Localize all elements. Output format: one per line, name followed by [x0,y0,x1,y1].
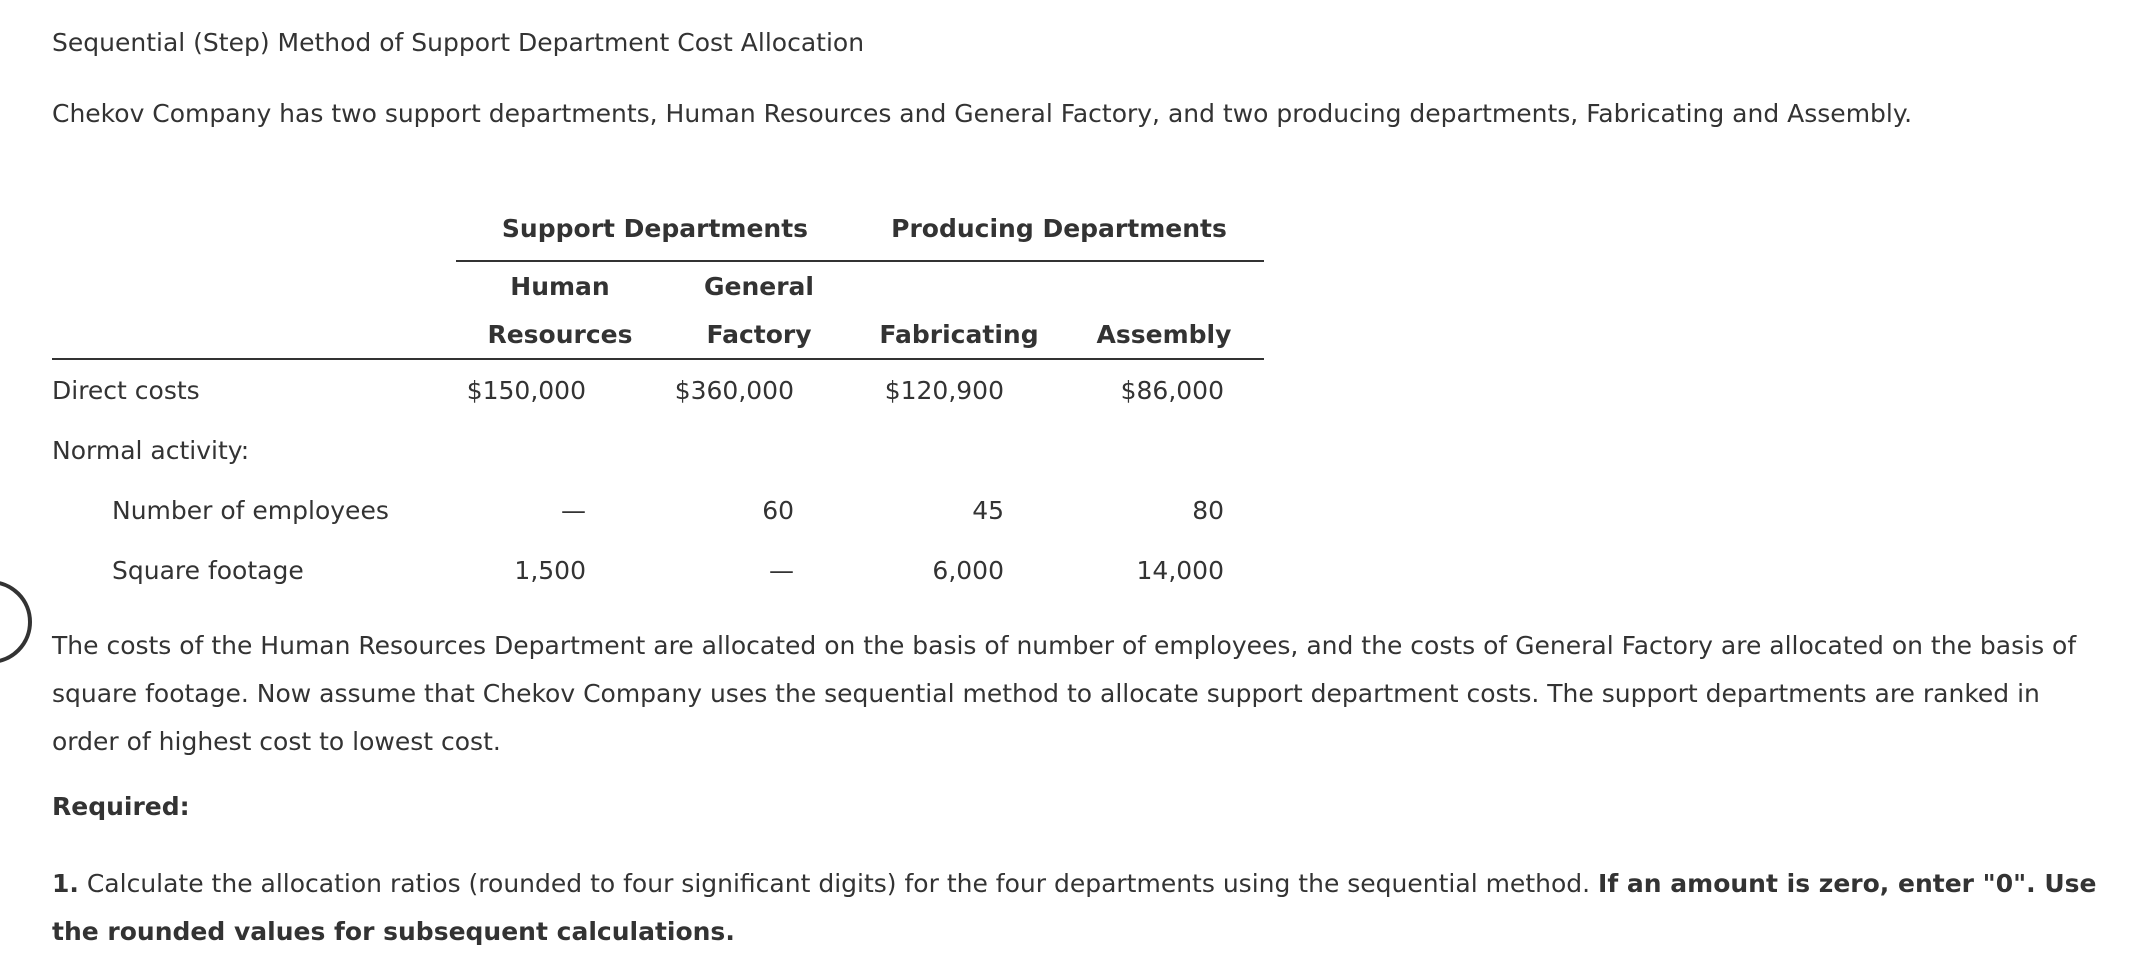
allocation-basis-paragraph: The costs of the Human Resources Department are allocated on the basis of number of employees, and the costs of General Factory are allocated on the basis of square footage. Now assume that Chekov Company uses the sequential method to allocate support department costs. The support departments are ranked in order of highest cost to lowest cost. [52,631,2077,756]
table-row-employees [52,480,1264,540]
column-header-row-1 [52,261,1264,310]
cell-fabricating: 6,000 [932,555,1004,585]
cell-assembly: 80 [1192,495,1224,525]
cell-fabricating: $120,900 [884,375,1004,405]
cell-gf: 60 [762,495,794,525]
cell-gf: $360,000 [674,375,794,405]
gf-header-line1: General [704,271,814,301]
hr-header-line1: Human [510,271,610,301]
row-label: Normal activity: [52,435,250,465]
cell-hr: 1,500 [514,555,586,585]
support-departments-header: Support Departments [456,196,854,261]
page-title: Sequential (Step) Method of Support Department Cost Allocation [52,28,865,57]
requirement-number: 1. [52,869,79,898]
column-header-row-2 [52,310,1264,359]
cell-assembly: $86,000 [1120,375,1224,405]
fabricating-header: Fabricating [854,310,1064,359]
cost-data-table [52,196,1264,600]
requirement-text: Calculate the allocation ratios (rounded to four significant digits) for the four departments using the sequential method. [78,869,1599,898]
table-row-normal-activity [52,420,1264,480]
requirement-1 [52,860,2112,956]
row-label: Number of employees [112,495,389,525]
table-row-direct-costs [52,359,1264,420]
assembly-header: Assembly [1064,310,1264,359]
row-label: Square footage [112,555,304,585]
gf-header-line2: Factory [664,310,854,359]
cell-assembly: 14,000 [1136,555,1224,585]
cell-fabricating: 45 [972,495,1004,525]
required-heading: Required: [52,792,190,821]
cell-hr: $150,000 [466,375,586,405]
cell-gf: — [769,555,794,585]
intro-text: Chekov Company has two support departments, Human Resources and General Factory, and two producing departments, Fabricating and Assembly. [52,99,1913,128]
group-header-row [52,196,1264,261]
row-label: Direct costs [52,375,200,405]
cell-hr: — [561,495,586,525]
requirement-bold-text: If an amount is zero, enter "0". Use the rounded values for subsequent calculations. [52,869,2097,946]
producing-departments-header: Producing Departments [854,196,1264,261]
side-handle-icon[interactable] [0,580,32,664]
table-row-square-footage [52,540,1264,600]
hr-header-line2: Resources [456,310,664,359]
